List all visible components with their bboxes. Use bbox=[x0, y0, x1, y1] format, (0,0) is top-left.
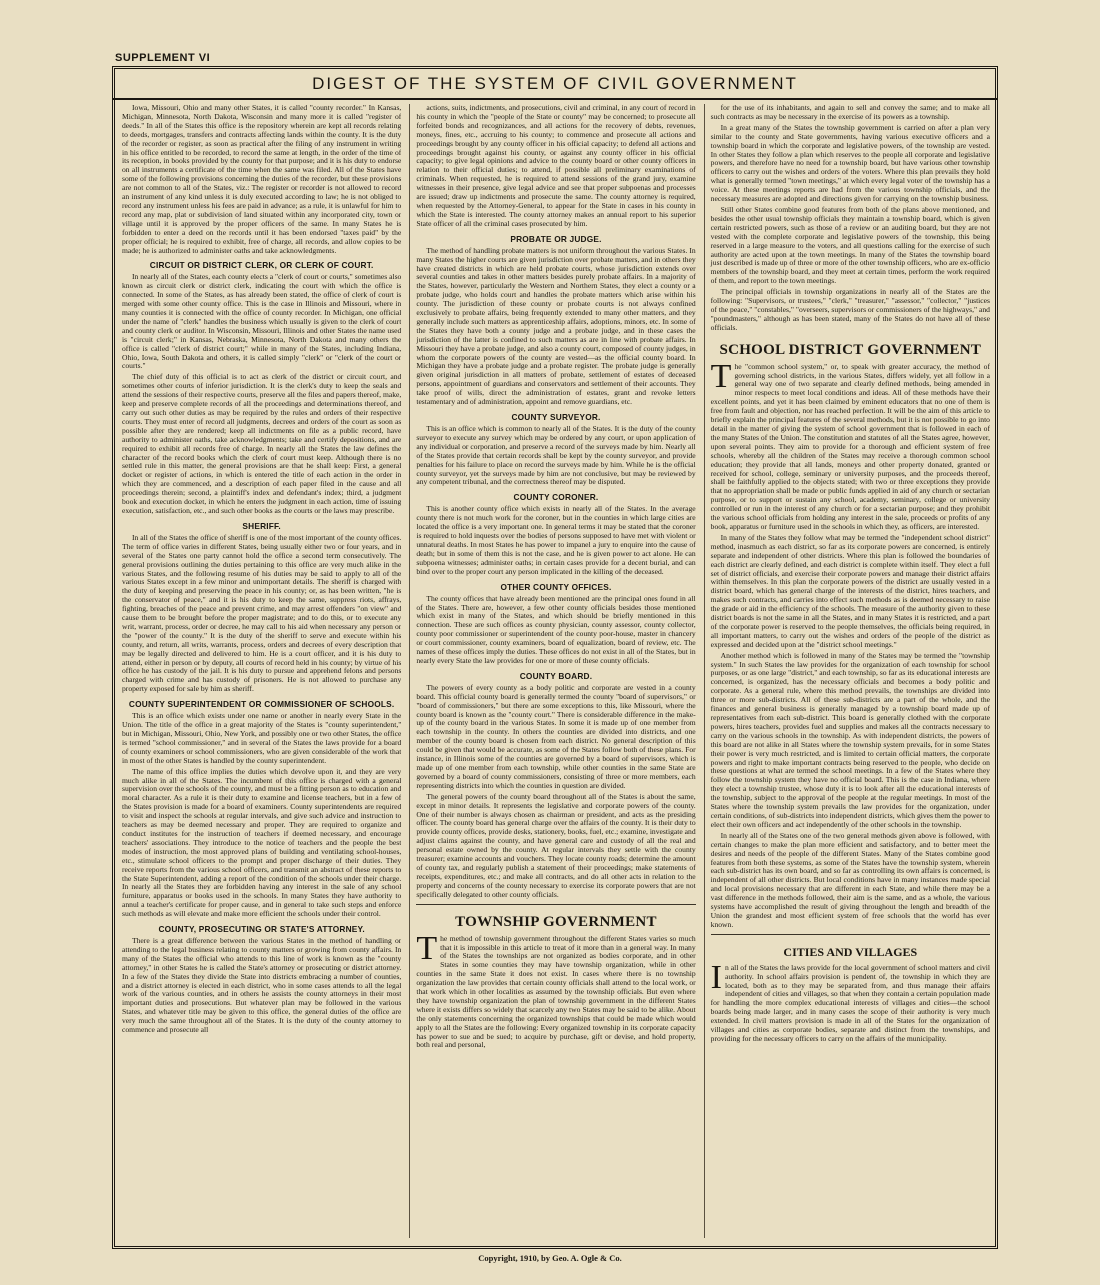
paragraph: for the use of its inhabitants, and again to sell and convey the same; and to make all such contracts as may be necessary in the exercise of its powers as a township. bbox=[710, 104, 990, 121]
divider bbox=[711, 934, 990, 935]
section-heading: PROBATE OR JUDGE. bbox=[510, 233, 602, 244]
paragraph: In a great many of the States the township government is carried on after a plan very similar to the county and State governments, having various executive officers and a township board in which the corporate and legislative powers, of the township are vested. In other States they follow a plan which reserves to the people all corporate and legislative powers, and therefore have no need for a township board, but have various other township officers to carry out the wishes and orders of the voters. Where this plan prevails they hold what is generally termed "town meetings," at which every legal voter of the township has a voice. At these meetings reports are had from the various township officials, and the necessary measures are adopted and directions given for carrying on the township business. bbox=[710, 122, 990, 204]
dropcap-section bbox=[710, 357, 990, 532]
paragraph: The county offices that have already been mentioned are the principal ones found in all of the States. There are, however, a few other county officials besides those mentioned which exist in many of the States, and which should be briefly mentioned in this connection. These are such offices as county physician, county assessor, county collector, county poor commissioner or superintendent of the county poor-house, master in chancery or court commissioner, county examiners, board of equalization, board of review, etc. The names of these offices imply the duties. These offices do not exist in all of the States, but in nearly every State the law provides for one or more of these county officials. bbox=[416, 593, 696, 665]
section-heading: OTHER COUNTY OFFICES. bbox=[500, 581, 612, 592]
paragraph: Another method which is followed in many of the States may be termed the "township system." In such States the law provides for the organization of each township for school purposes, or as one large "district," and each township, so far as its educational interests are concerned, is organized, has the necessary officials and becomes a body politic and corporate. As a general rule, where this method prevails, the townships are divided into three or more sub-districts. All of these sub-districts are a part of the whole, and the finances and general business is generally managed by a township board made up of representatives from each sub-district. This board is generally clothed with the corporate powers, hires teachers, provides fuel and supplies and makes all the contracts necessary to carry on the various schools in the township. As with independent districts, the powers of this board are not alike in all States where the township system prevails, for in some States their power is very much restricted, and is limited to certain official matters, the corporate powers and right to make important contracts being reserved to the people, who decide on these questions at what are termed the school meetings. In a few of the States where they follow the township system they have no official board. This is the case in Indiana, where they elect a township trustee, whose duty it is to look after all the educational interests of the township, subject to the approval of the people at the regular meetings. In most of the States where the township system prevails the law provides for the organization, under certain conditions, of sub-districts into independent districts, which gives them the power to elect their own officers and act independently of the other schools in the township. bbox=[710, 650, 990, 829]
paragraph: This is an office which is common to nearly all of the States. It is the duty of the county surveyor to execute any survey which may be ordered by any court, or upon application of any individual or corporation, and preserve a record of the surveys made by him. Nearly all of the States provide that certain records shall be kept by the county surveyor, and provide penalties for his failure to place on record the surveys made by him. While he is the official county surveyor, yet the surveys made by him are not conclusive, but may be reviewed by any competent tribunal, and the correctness thereof may be disputed. bbox=[416, 424, 696, 487]
paragraph: The principal officials in township organizations in nearly all of the States are the following: "Supervisors, or trustees," "clerk," "treasurer," "assessor," "collector," "justices of the peace," "constables," "overseers, supervisors or commissioners of the highways," and "poundmasters," although as has been stated, many of the States do not have all of these officials. bbox=[710, 287, 990, 332]
paragraph: Still other States combine good features from both of the plans above mentioned, and besides the other usual township officials they maintain a township board, which is given certain restricted powers, such as those of a review or an auditing board, but they are not vested with the complete corporate and legislative powers of the township, this being reserved in a large measure to the voters, and all questions calling for the exercise of such authority are acted upon at the town meetings. In many of the States the township board just described is made up of three or more of the other township officers, who are ex-officio members of the township board, and they meet at certain times, perform the work required of them, and report to the town meetings. bbox=[710, 204, 990, 286]
column-2 bbox=[409, 104, 695, 1238]
article-columns bbox=[122, 104, 990, 1238]
section-heading: COUNTY BOARD. bbox=[519, 670, 593, 681]
paragraph: This is an office which exists under one name or another in nearly every State in the Union. The title of the office in a great majority of the States is "county superintendent," but in Michigan, Missouri, Ohio, New York, and possibly one or two other States, the office is termed "school commissioner," and in several of the States the laws provide for a board of county examiners or school commissioners, who are given considerable of the work that in most of the other States is handled by the county superintendent. bbox=[122, 711, 402, 765]
divider bbox=[416, 904, 695, 905]
dropcap-section bbox=[416, 929, 696, 1051]
section-heading: COUNTY CORONER. bbox=[513, 492, 599, 503]
section-heading: COUNTY SURVEYOR. bbox=[511, 412, 601, 422]
column-1 bbox=[122, 104, 401, 1238]
title-bar bbox=[112, 70, 998, 100]
paragraph: In many of the States they follow what may be termed the "independent school district" method, inasmuch as each district, so far as its corporate powers are concerned, is entirely separate and independent of other districts. Where this plan is followed the boundaries of each district are clearly defined, and each district is complete within itself. They elect a full set of district officials, and exercise their corporate powers and manage their district affairs within themselves. In this plan the corporate powers of the district are usually vested in a district board, which has general charge of the interests of the district, hires teachers, and makes such contracts, and carries into effect such methods as is deemed necessary to raise the grade or aid in the efficiency of the schools. The measure of the authority given to these district boards is not the same in all the States, and in many States it is restricted, and a part of the corporate power is reserved to the people themselves, the officials being required, in all important matters, to carry out the wishes and orders of the people of the district as expressed and decided upon at the "district school meetings." bbox=[710, 532, 990, 649]
section-heading-large: CITIES AND VILLAGES bbox=[783, 944, 918, 959]
paragraph: The "common school system," or, to speak with greater accuracy, the method of governing school districts, in the various States, differs widely, yet all follow in a general way one of two separate and clearly defined methods, being amended in minor respects to meet local conditions and ideas. All of these methods have their excellent points, and yet it has been claimed by eminent educators that no one of them is free from fault and objection, nor has reached perfection. It will be the aim of this article to briefly explain the principal features of the several methods, but it is not possible to go into detail in the matter of giving the system of school government that is followed in each of the many States of the Union. The constitution and statutes of all the States agree, however, upon several points. They aim to provide for a thorough and efficient system of free schools, whereby all the children of the States may receive a thorough common school education; they provide that all lands, moneys and other property donated, granted or received for school, college, seminary or university purposes, and the proceeds thereof, shall be faithfully applied to the objects stated; with two or three exceptions they provide that no appropriation shall be made or public funds applied in aid of any church or sectarian purpose, or to support or sustain any school, academy, seminary, college or university controlled or run in the interest of any church or for a sectarian purpose; and they prohibit the various school officials from holding any interest in the sale, proceeds or profits of any book, apparatus or furniture used in the schools in which they, as officers, are interested. bbox=[710, 357, 990, 531]
dropcap-section bbox=[710, 958, 990, 1044]
paragraph: The method of handling probate matters is not uniform throughout the various States. In many States the higher courts are given jurisdiction over probate matters, and in others they have created districts in which are held probate courts, whose jurisdiction extends over several counties and takes in other matters besides purely probate affairs. In a majority of the States, however, particularly the Western and Northern States, they elect a county or a probate judge, who holds court and handles the probate matters which arise within his county. The jurisdiction of these county or probate courts is not always confined exclusively to probate affairs, being frequently extended to many other matters, and they generally include such matters as apprenticeship affairs, adoptions, minors, etc. In some of the States they have both a county judge and a probate judge, and in these cases the jurisdiction of the latter is confined to such matters as are in line with probate affairs. In Missouri they have a probate judge, and also a county court, composed of county judges, in whom the corporate powers of the county are vested—as the official county board. In Michigan they have a probate judge and a probate register. The probate judge is generally given original jurisdiction in all matters of probate, settlement of estates of deceased persons, appointment of guardians and conservators and settlement of their accounts. They take proof of wills, direct the administration of estates, grant and revoke letters testamentary and of administration, appoint and remove guardians, etc. bbox=[416, 245, 696, 407]
column-3 bbox=[704, 104, 990, 1238]
paragraph: actions, suits, indictments, and prosecutions, civil and criminal, in any court of record in his county in which the "people of the State or county" may be concerned; to prosecute all forfeited bonds and recognizances, and all actions for the recovery of debts, revenues, moneys, fines, etc., accruing to his county; to commence and prosecute all actions and proceedings brought by any county officer in his official capacity; to defend all actions and proceedings brought against his county, or against any county officer in his official capacity; to give legal opinions and advice to the county board or other county officers in relation to their official duties; to attend, if possible all preliminary examinations of criminals. When requested, he is required to attend sessions of the grand jury, examine witnesses in their presence, give legal advice and see that proper subpoenas and processes are issued; draw up indictments and prosecute the same. The county attorney is required, when requested by the Attorney-General, to appear for the State in cases in his county in which the State is interested. The county attorney makes an annual report to his superior State officer of all the criminal cases prosecuted by him. bbox=[416, 104, 696, 228]
section-heading: COUNTY SUPERINTENDENT OR COMMISSIONER OF SCHOOLS. bbox=[128, 699, 395, 710]
paragraph: In nearly all of the States, each county elects a "clerk of court or courts," sometimes also known as circuit clerk or district clerk, indicating the court with which the office is connected. In some of the States, as has already been stated, the office of clerk of court is merged with some other county office. This is the case in Illinois and Missouri, where in many counties it is connected with the office of county recorder. In Michigan, one official under the name of "clerk" handles the business which usually is given to the clerk of court and county clerk or auditor. In Wisconsin, Missouri, Illinois and other States the name used is "circuit clerk;" in Kansas, Nebraska, Minnesota, North Dakota and many others the office is called "clerk of district court;" while in many of the States, including Indiana, Ohio, Iowa, South Dakota and others, it is called simply "clerk" or "clerk of the court or courts." bbox=[122, 272, 402, 371]
paragraph: There is a great difference between the various States in the method of handling or attending to the legal business relating to county matters or growing from county affairs. In many of the States the official who attends to this line of work is known as the "county attorney," in other States he is called the State's attorney or prosecuting or district attorney. In a few of the States they divide the State into districts embracing a number of counties, and a district attorney is elected in each district, who in some cases attends to all the legal work of the various counties, and in others he assists the county attorneys in their most important duties and prosecutions. But whatever plan may be followed in the various States, and whatever title may be given to this office, the general duties of the office are very much the same throughout all of the States. It is the duty of the county attorney to commence and prosecute all bbox=[122, 936, 402, 1035]
paragraph: In all of the States the laws provide for the local government of school matters and civil authority. In school affairs provision is pendent of, the township in which they are located, both as to they may be separated from, and thus manage their affairs independent of cities and villages, so that when they contain a certain population made for handling the more complex educational interests of villages and cities—the school boards being made larger, and in many cases the scope of their authority is very much extended. In civil matters provision is made in all of the States for the organization of villages and cities as corporate bodies, separate and distinct from the townships, and providing for the necessary officers to carry on the affairs of the municipality. bbox=[710, 958, 990, 1043]
paragraph: Iowa, Missouri, Ohio and many other States, it is called "county recorder." In Kansas, Michigan, Minnesota, North Dakota, Wisconsin and many more it is called "register of deeds." In all of the States this office is the repository wherein are kept all records relating to deeds, mortgages, transfers and contracts affecting lands within the county. It is the duty of the recorder or register, as soon as practical after the filing of any instrument in writing in his office entitled to be recorded, to record the same at length, in the order of the time of its reception, in books provided by the county for that purpose; and it is his duty to endorse on all instruments a certificate of the time when the same was filed. All of the States have some of the following provisions concerning the duties of the recorder, but these provisions are not common to all of the States, viz.: The register or recorder is not allowed to record an instrument of any kind unless it is duly executed according to law; he is not obliged to record any instrument unless his fees are paid in advance; as a rule, it is unlawful for him to record any map, plat or subdivision of land situated within any incorporated city, town or village until it is approved by the proper officers of the same. In many States he is forbidden to enter a deed on the records until it has been endorsed "taxes paid" by the proper official; he is required to exhibit, free of charge, all records, and allow copies to be made; he is authorized to administer oaths and take acknowledgments. bbox=[122, 104, 402, 255]
paragraph: The general powers of the county board throughout all of the States is about the same, except in minor details. It represents the legislative and corporate powers of the county. One of their number is always chosen as chairman or president, and acts as the presiding officer. The county board has general charge over the affairs of the county. It is their duty to provide county offices, provide desks, stationery, books, fuel, etc.; examine, investigate and adjust claims against the county, and have general care and custody of all the real and personal estate owned by the county. At regular intervals they settle with the county treasurer; examine accounts and vouchers. They locate county roads; determine the amount of county tax, and regularly publish a statement of their proceedings; make statements of receipts, expenditures, etc.; and make all contracts, and do all other acts in relation to the property and concerns of the county necessary to exercise its corporate powers that are not specifically delegated to other county officials. bbox=[416, 791, 696, 899]
paragraph: This is another county office which exists in nearly all of the States. In the average county there is not much work for the coroner, but in the counties in which large cities are located the office is a very important one. In general terms it may be stated that the coroner is required to hold inquests over the bodies of persons supposed to have met with violent or unnatural deaths. In most States he has power to impanel a jury to enquire into the cause of death; but in some of them this is not the case, and he is given power to act alone. He can subpoena witnesses; administer oaths; in certain cases provide for a decent burial, and can bind over to the proper court any person implicated in the killing of the deceased. bbox=[416, 504, 696, 576]
section-heading-large: SCHOOL DISTRICT GOVERNMENT bbox=[719, 341, 982, 358]
supplement-label: SUPPLEMENT VI bbox=[115, 52, 211, 64]
paragraph: The name of this office implies the duties which devolve upon it, and they are very much alike in all of the States. The incumbent of this office is charged with a general supervision over the schools of the county, and must be a fitting person as to education and moral character. As a rule it is their duty to examine and license teachers, but in a few of the States provision is made for a board of examiners. County superintendents are required to visit and inspect the schools at regular intervals, and give such advice and instruction to teachers as may be deemed necessary and proper. They are required to organize and conduct institutes for the instruction of teachers if deemed necessary, and encourage teachers' associations. They introduce to the notice of teachers and the people the best modes of instruction, the most approved plans of building and ventilating school-houses, etc., stimulate school officers to the prompt and proper discharge of their duties. They receive reports from the various school officers, and transmit an abstract of these reports to the State Superintendent, adding a report of the condition of the schools under their charge. In nearly all the States they are forbidden having any interest in the sale of any school furniture, apparatus or books used in the schools. In many States they have authority to annul a teacher's certificate for proper cause, and in general to take such steps and enforce such methods as will elevate and make more efficient the schools under their control. bbox=[122, 766, 402, 919]
section-heading: SHERIFF. bbox=[242, 520, 281, 531]
copyright-notice: Copyright, 1910, by Geo. A. Ogle & Co. bbox=[478, 1253, 622, 1263]
section-heading: COUNTY, PROSECUTING OR STATE'S ATTORNEY. bbox=[158, 924, 365, 935]
paragraph: In nearly all of the States one of the two general methods given above is followed, with certain changes to make the plan more efficient and satisfactory, and to better meet the desires and needs of the people of the different States. Many of the States combine good features from both these systems, as some of the States have the township system, wherein each sub-district has its own board, and so far as controlling its own affairs is concerned, is independent of all other districts. But local conditions have in many instances made special and local provisions necessary that are different in each State, and while there may be a vast difference in the methods followed, their aim is the same, and as a whole, the various systems have accomplished the result of giving throughout the length and breadth of the Union the grandest and most efficient system of free schools that the world has ever known. bbox=[710, 830, 990, 929]
paragraph: The chief duty of this official is to act as clerk of the district or circuit court, and sometimes other courts of inferior jurisdiction. It is the clerk's duty to keep the seals and attend the sessions of their respective courts, preserve all the files and papers thereof, make, keep and preserve complete records of all the proceedings and determinations thereof, and carry out such other duties as may be required by the rules and orders of their respective courts. They must enter of record all judgments, decrees and orders of the court as soon as possible after they are rendered; keep all indictments on file as a public record, have authority to administer oaths, take acknowledgments; take and certify depositions, and are required to exhibit all records free of charge. In nearly all the States the law defines the character of the record books which the clerk of court must keep. Although there is no settled rule in this matter, the general provisions are that he shall keep: First, a general docket or register of actions, in which is entered the title of each action in the order in which they are commenced, and a description of each paper filed in the cause and all proceedings therein; second, a plaintiff's index and defendant's index; third, a judgment book and execution docket, in which he enters the judgment in each action, time of issuing execution, satisfaction, etc., and such other books as the courts or the laws may prescribe. bbox=[122, 372, 402, 515]
paragraph: The method of township government throughout the different States varies so much that it is impossible in this article to treat of it more than in a general way. In many of the States the townships are not organized as bodies corporate, and in other States in some counties they may have township organization, while in other counties in the same State it does not exist. In cases where there is no township organization the law provides that certain county officials shall attend to the local work, or that work which in other localities as assumed by the township officials. But even where they have township organization the plan of township government in the different States where it exists differs so widely that scarcely any two States may be said to be alike. About the only statements concerning the organized townships that could be made which would apply to all the States are the following: Every organized township in its corporate capacity has power to sue and be sued; to acquire by purchase, gift or devise, and hold property, both real and personal, bbox=[416, 929, 696, 1050]
paragraph: In all of the States the office of sheriff is one of the most important of the county offices. The term of office varies in different States, being usually either two or four years, and in several of the States one party cannot hold the office a second term consecutively. The general provisions outlining the duties pertaining to this office are very much alike in the various States, and the following resume of his duties may be said to apply to all of the various States except in a few minor and unimportant details. The sheriff is charged with the duty of keeping and preserving the peace in his county; or, as has been written, "he is the conservator of peace," and it is his duty to keep the same, suppress riots, affrays, fighting, breaches of the peace and prevent crime, and may arrest offenders "on view" and cause them to be brought before the proper magistrate; and to do this, or to execute any writ, warrant, process, order or decree, he may call to his aid when necessary any person or the "power of the county." It is the duty of the sheriff to serve and execute within his county, and return, all writs, warrants, process, orders and decrees of every description that may be legally directed and delivered to him. He is a court officer, and it is his duty to attend, either in person or by deputy, all courts of record held in his county; by virtue of his office he has custody of the jail. It is his duty to pursue and apprehend felons and persons charged with crime and has custody of prisoners. He is not allowed to purchase any property exposed for sale by him as sheriff. bbox=[122, 532, 402, 694]
paragraph: The powers of every county as a body politic and corporate are vested in a county board. This official county board is generally termed the county "board of supervisors," or "board of commissioners," but there are some exceptions to this, like Missouri, where the county board is known as the "county court." There is considerable difference in the make-up of the county board in the various States. In some it is made up of one member from each township in the county. In others the counties are divided into districts, and one member of the county board is chosen from each district. No general description of this could be given that would be accurate, as some of the States follow both of these plans. For instance, in Illinois some of the counties are governed by a board of supervisors, which is made up of one member from each township, while other counties in the same State are governed by a board of county commissioners, consisting of three or more members, each representing districts into which the counties in question are divided. bbox=[416, 682, 696, 790]
page-title: DIGEST OF THE SYSTEM OF CIVIL GOVERNMENT bbox=[312, 74, 798, 93]
section-heading: CIRCUIT OR DISTRICT CLERK, OR CLERK OF COURT. bbox=[149, 260, 374, 271]
section-heading-large: TOWNSHIP GOVERNMENT bbox=[455, 913, 657, 930]
